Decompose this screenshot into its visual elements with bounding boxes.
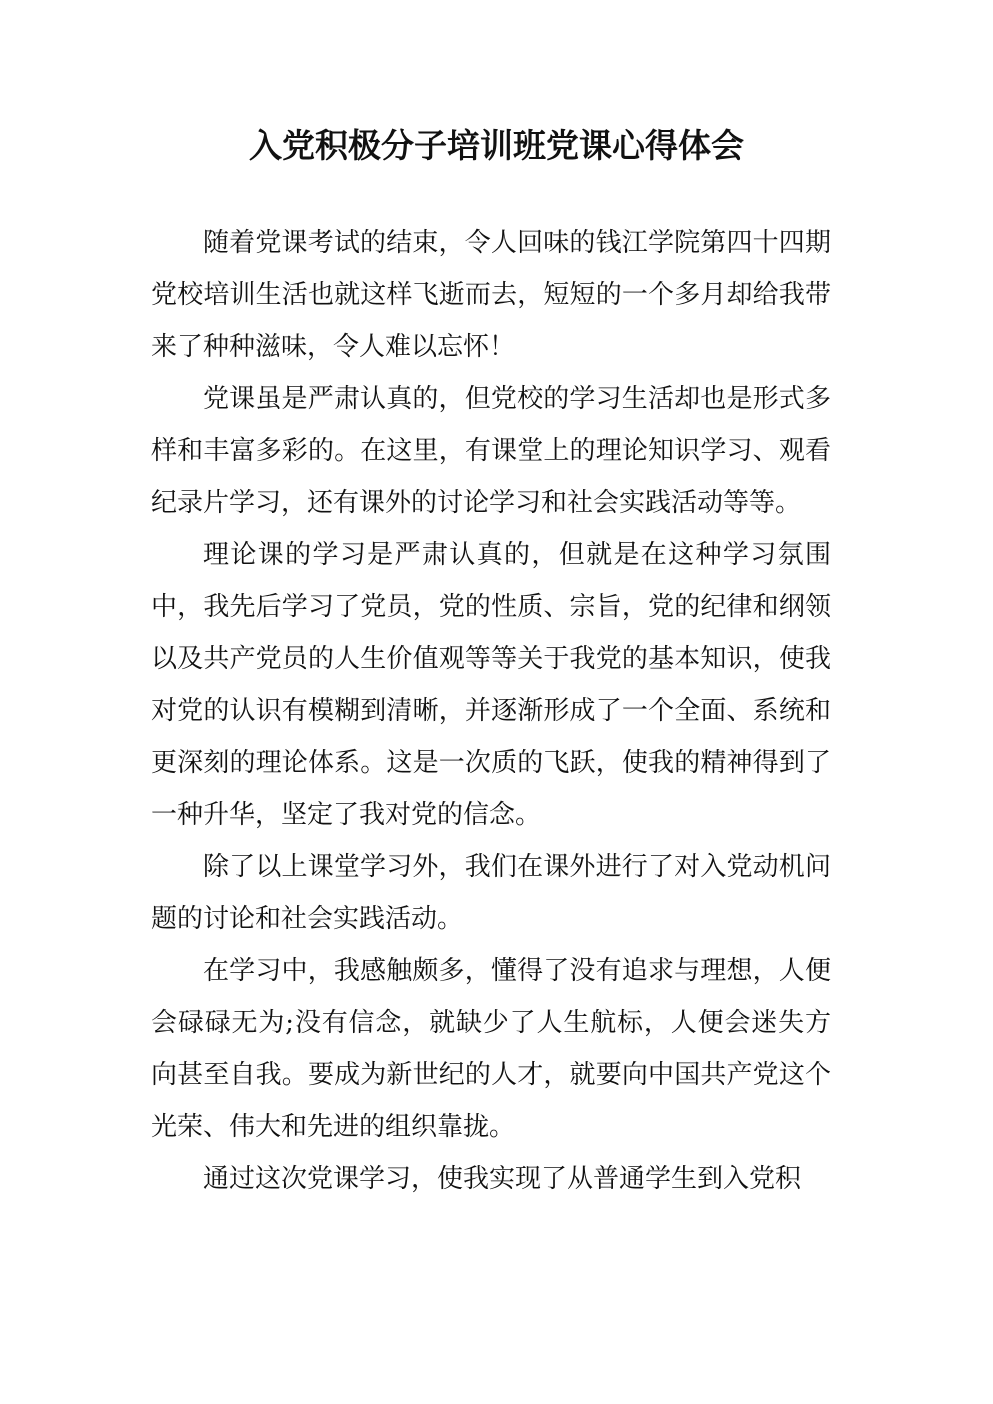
paragraph: 除了以上课堂学习外，我们在课外进行了对入党动机问题的讨论和社会实践活动。 xyxy=(151,852,831,934)
paragraph: 理论课的学习是严肃认真的，但就是在这种学习氛围中，我先后学习了党员，党的性质、宗旨，党的纪律和纲领以及共产党员的人生价值观等等关于我党的基本知识，使我对党的认识有模糊到清晰，并逐渐形成了一个全面、系统和更深刻的理论体系。这是一次质的飞跃，使我的精神得到了一种升华，坚定了我对党的信念。 xyxy=(151,540,831,830)
paragraph: 在学习中，我感触颇多，懂得了没有追求与理想，人便会碌碌无为;没有信念，就缺少了人生航标，人便会迷失方向甚至自我。要成为新世纪的人才，就要向中国共产党这个光荣、伟大和先进的组织靠拢。 xyxy=(151,956,831,1142)
document-title: 入党积极分子培训班党课心得体会 xyxy=(249,126,744,165)
paragraph: 党课虽是严肃认真的，但党校的学习生活却也是形式多样和丰富多彩的。在这里，有课堂上的理论知识学习、观看纪录片学习，还有课外的讨论学习和社会实践活动等等。 xyxy=(151,384,831,518)
paragraph: 通过这次党课学习，使我实现了从普通学生到入党积 xyxy=(203,1164,802,1194)
paragraph: 随着党课考试的结束，令人回味的钱江学院第四十四期党校培训生活也就这样飞逝而去，短短的一个多月却给我带来了种种滋味，令人难以忘怀！ xyxy=(151,228,831,362)
document-body xyxy=(151,217,831,1205)
